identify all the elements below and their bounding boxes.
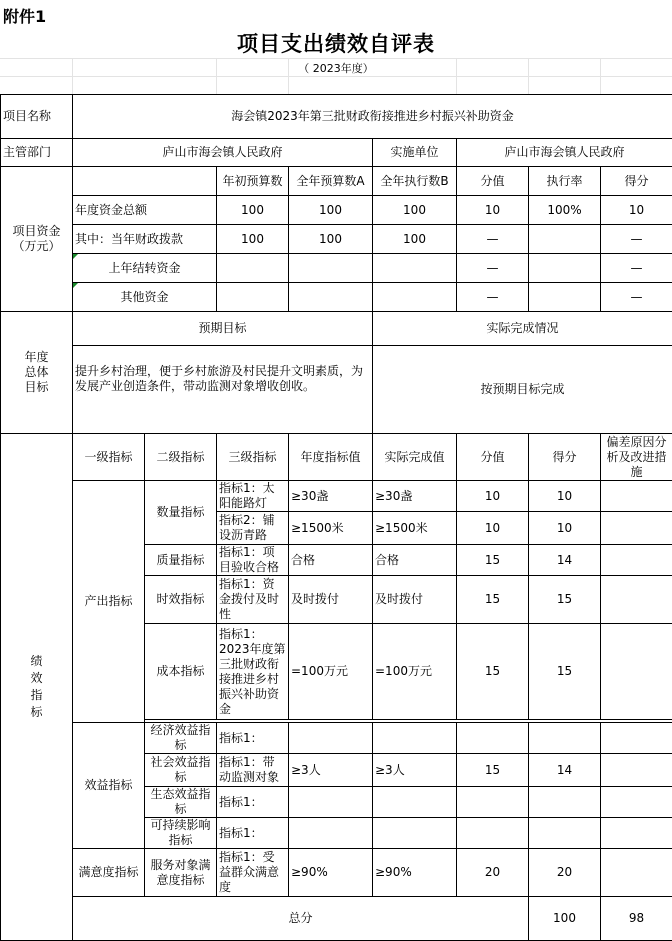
quality-indicator-label: 质量指标 [145,545,217,576]
dept-label: 主管部门 [1,139,73,167]
fund-cell [217,283,289,312]
sustainable-indicator-label: 可持续影响指标 [145,818,217,849]
indicators-label: 绩效指标 [1,434,73,941]
timeliness-indicator-label: 时效指标 [145,576,217,624]
indicator-actual [373,818,457,849]
social-indicator-label: 社会效益指标 [145,754,217,787]
indicator-score: 14 [529,545,601,576]
indicator-remark [601,481,672,512]
attachment-label: 附件1 [3,4,46,27]
indicator-target: 及时拨付 [289,576,373,624]
indicator-name: 指标2：铺设沥青路 [217,512,289,545]
indicator-name: 指标1：资金拨付及时性 [217,576,289,624]
satisfaction-indicator-label: 满意度指标 [73,849,145,897]
indicator-score: 20 [529,849,601,897]
indicator-target: ≥3人 [289,754,373,787]
indicator-remark [601,818,672,849]
indicator-remark [601,576,672,624]
indicator-score-value: 10 [457,481,529,512]
fund-cell [373,283,457,312]
fund-row-label: 其他资金 [73,283,217,312]
output-indicator-label: 产出指标 [73,481,145,723]
funds-header: 得分 [601,167,672,196]
indicator-target [289,723,373,754]
indicator-header: 一级指标 [73,434,145,481]
indicator-remark [601,624,672,720]
indicator-name: 指标1：受益群众满意度 [217,849,289,897]
funds-label: 项目资金（万元） [1,167,73,312]
fund-cell: 100 [217,225,289,254]
project-name-label: 项目名称 [1,95,73,139]
indicator-actual: ≥90% [373,849,457,897]
funds-header: 分值 [457,167,529,196]
indicator-actual: =100万元 [373,624,457,720]
indicator-name: 指标1： [217,818,289,849]
indicator-score-value: 20 [457,849,529,897]
actual-goal-text: 按预期目标完成 [373,346,672,434]
indicator-score: 14 [529,754,601,787]
indicator-score-value [457,787,529,818]
fund-cell [217,254,289,283]
evaluation-table [0,94,672,941]
indicator-header: 三级指标 [217,434,289,481]
fund-cell: — [457,254,529,283]
indicator-score: 15 [529,624,601,720]
indicator-header: 分值 [457,434,529,481]
indicator-score-value: 10 [457,512,529,545]
funds-header: 年初预算数 [217,167,289,196]
indicator-target [289,787,373,818]
fund-cell: 100 [373,225,457,254]
indicator-actual: ≥1500米 [373,512,457,545]
total-score: 98 [601,897,672,941]
indicator-score-value [457,723,529,754]
benefit-indicator-label: 效益指标 [73,723,145,849]
indicator-score-value: 15 [457,754,529,787]
expected-goal-header: 预期目标 [73,312,373,346]
fund-cell [529,283,601,312]
indicator-target: ≥1500米 [289,512,373,545]
indicator-name: 指标1：带动监测对象 [217,754,289,787]
fund-cell [373,254,457,283]
indicator-remark [601,787,672,818]
funds-header: 全年预算数A [289,167,373,196]
indicator-score [529,723,601,754]
indicator-actual: ≥30盏 [373,481,457,512]
indicator-remark [601,545,672,576]
unit-value: 庐山市海会镇人民政府 [457,139,672,167]
indicator-remark [601,723,672,754]
indicator-score-value: 15 [457,624,529,720]
fund-cell: 10 [601,196,672,225]
indicator-header: 年度指标值 [289,434,373,481]
fund-cell: — [457,283,529,312]
fund-cell [289,254,373,283]
indicator-actual: 及时拨付 [373,576,457,624]
indicator-remark [601,754,672,787]
indicator-name: 指标1：2023年度第三批财政衔接推进乡村振兴补助资金 [217,624,289,720]
indicator-remark [601,512,672,545]
indicator-target: =100万元 [289,624,373,720]
unit-label: 实施单位 [373,139,457,167]
fund-cell: — [601,254,672,283]
fund-row-label: 上年结转资金 [73,254,217,283]
funds-header: 执行率 [529,167,601,196]
indicator-actual: 合格 [373,545,457,576]
fund-cell: 100 [373,196,457,225]
indicator-header: 二级指标 [145,434,217,481]
indicator-target [289,818,373,849]
expected-goal-text: 提升乡村治理，便于乡村旅游及村民提升文明素质，为发展产业创造条件，带动监测对象增收创收。 [73,346,373,434]
indicator-remark [601,849,672,897]
indicator-score [529,818,601,849]
indicator-score-value: 15 [457,545,529,576]
indicator-score: 10 [529,512,601,545]
indicator-score: 15 [529,576,601,624]
fund-cell [529,225,601,254]
fund-cell: 100% [529,196,601,225]
indicator-actual [373,723,457,754]
fund-row-label: 其中：当年财政拨款 [73,225,217,254]
indicator-actual [373,787,457,818]
fund-cell: — [601,225,672,254]
indicator-header: 偏差原因分析及改进措施 [601,434,672,481]
fund-cell: 100 [289,196,373,225]
report-year: （ 2023年度） [0,60,672,76]
indicator-score [529,787,601,818]
indicator-name: 指标1：太阳能路灯 [217,481,289,512]
indicator-name: 指标1： [217,787,289,818]
quantity-indicator-label: 数量指标 [145,481,217,545]
indicator-score: 10 [529,481,601,512]
indicator-target: ≥90% [289,849,373,897]
fund-cell [289,283,373,312]
fund-cell: — [601,283,672,312]
indicator-header: 实际完成值 [373,434,457,481]
goals-label: 年度总体目标 [1,312,73,434]
funds-header-blank [73,167,217,196]
total-score-value: 100 [529,897,601,941]
funds-header: 全年执行数B [373,167,457,196]
indicator-header: 得分 [529,434,601,481]
page-title: 项目支出绩效自评表 [0,28,672,58]
fund-cell: 10 [457,196,529,225]
indicator-actual: ≥3人 [373,754,457,787]
indicator-name: 指标1： [217,723,289,754]
fund-cell: 100 [289,225,373,254]
fund-cell: — [457,225,529,254]
indicator-target: 合格 [289,545,373,576]
service-indicator-label: 服务对象满意度指标 [145,849,217,897]
fund-cell: 100 [217,196,289,225]
total-label: 总分 [73,897,529,941]
indicator-target: ≥30盏 [289,481,373,512]
actual-goal-header: 实际完成情况 [373,312,672,346]
economic-indicator-label: 经济效益指标 [145,723,217,754]
project-name: 海会镇2023年第三批财政衔接推进乡村振兴补助资金 [73,95,672,139]
ecological-indicator-label: 生态效益指标 [145,787,217,818]
cost-indicator-label: 成本指标 [145,624,217,720]
indicator-score-value [457,818,529,849]
indicator-name: 指标1：项目验收合格 [217,545,289,576]
indicator-score-value: 15 [457,576,529,624]
fund-cell [529,254,601,283]
fund-row-label: 年度资金总额 [73,196,217,225]
dept-value: 庐山市海会镇人民政府 [73,139,373,167]
